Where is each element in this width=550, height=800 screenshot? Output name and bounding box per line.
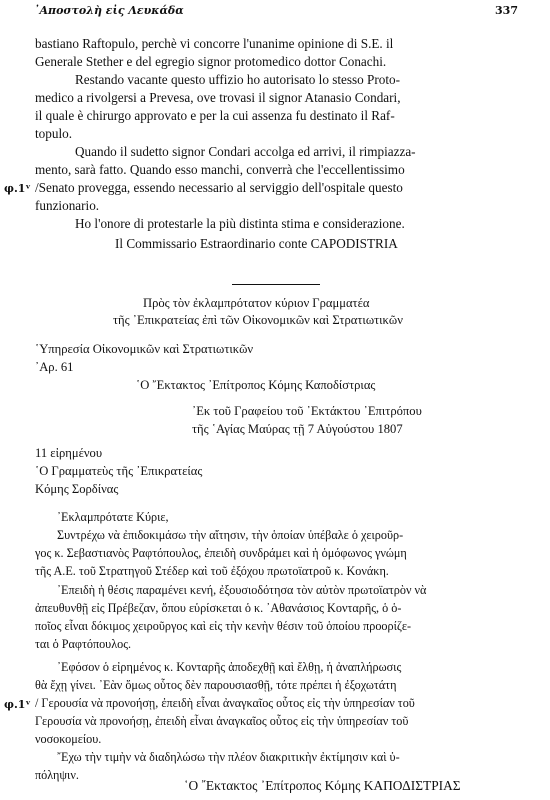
italian-line-1: bastiano Raftopulo, perchè vi concorre l'unanime opinione di S.E. il [35,36,394,51]
greek-body-line-1: ᾿Εκλαμπρότατε Κύριε, [57,510,169,524]
greek-body-line-13: νοσοκομείου. [35,732,102,746]
greek-body-line-15: πόληψιν. [35,768,79,782]
greek-address-line-1: Πρὸς τὸν ἐκλαμπρότατον κύριον Γραμματέα [143,296,370,310]
italian-line-4: medico a rivolgersi a Prevesa, ove trovasi il signor Atanasio Condari, [35,90,401,105]
margin-note-folio-1: φ.1ᵛ [4,182,31,195]
italian-line-10: funzionario. [35,198,100,213]
italian-signature: Il Commissario Estraordinario conte CAPODISTRIA [115,236,398,251]
greek-body-line-3: γος κ. Σεβαστιανὸς Ραφτόπουλος, ἐπειδὴ συνδράμει καὶ ἡ ὁμόφωνος γνώμη [35,546,407,560]
running-header-title: ᾿Αποστολὴ εἰς Λευκάδα [34,4,184,17]
italian-line-2: Generale Stether e del egregio signor protomedico dottor Conachi. [35,54,387,69]
italian-line-3: Restando vacante questo uffizio ho autorisato lo stesso Proto- [75,72,400,87]
greek-place-line-1: ᾿Εκ τοῦ Γραφείου τοῦ ᾿Εκτάκτου ᾿Επιτρόπου [192,404,422,418]
greek-body-line-7: ποῖος εἶναι δόκιμος χειροῦργος καὶ εἰς τὴν κενὴν θέσιν τοῦ ὁποίου προορίζε- [35,619,412,633]
greek-note-line-2: ῾Ο Γραμματεὺς τῆς ᾿Επικρατείας [35,464,203,478]
greek-body-line-12: Γερουσία νὰ προνοήσῃ, ἐπειδὴ εἶναι ἀναγκαῖος οὗτος εἰς τὴν ὑπηρεσίαν τοῦ [35,714,409,728]
italian-line-11: Ho l'onore di protestarle la più distinta stima e considerazione. [75,216,405,231]
italian-line-7: Quando il sudetto signor Condari accolga ed arrivi, il rimpiazza- [75,144,416,159]
section-divider [232,284,320,285]
greek-sender: ῾Ο ῎Εκτακτος ᾿Επίτροπος Κόμης Καποδίστριας [136,378,376,392]
italian-line-6: topulo. [35,126,72,141]
italian-line-8: mento, sarà fatto. Quando esso manchi, converrà che l'eccellentissimo [35,162,405,177]
greek-service: ῾Υπηρεσία Οἰκονομικῶν καὶ Στρατιωτικῶν [35,342,254,356]
greek-body-line-5: ᾿Επειδὴ ἡ θέσις παραμένει κενή, ἐξουσιοδότησα τὸν αὐτὸν πρωτοϊατρὸν νὰ [57,583,427,597]
greek-body-line-11: / Γερουσία νὰ προνοήσῃ, ἐπειδὴ εἶναι ἀναγκαῖος οὗτος εἰς τὴν ὑπηρεσίαν τοῦ [35,696,415,710]
greek-signature: ῾Ο ῎Εκτακτος ᾿Επίτροπος Κόμης ΚΑΠΟΔΙΣΤΡΙΑΣ [184,778,461,793]
greek-place-line-2: τῆς ῾Αγίας Μαύρας τῇ 7 Αὐγούστου 1807 [192,422,403,436]
greek-address-line-2: τῆς ᾿Επικρατείας ἐπὶ τῶν Οἰκονομικῶν καὶ Στρατιωτικῶν [113,313,403,327]
italian-line-5: il quale è chirurgo approvato e per la cui assenza fu destinato il Raf- [35,108,395,123]
greek-body-line-8: ται ὁ Ραφτόπουλος. [35,637,132,651]
greek-body-line-4: τῆς Α.Ε. τοῦ Στρατηγοῦ Στέδερ καὶ τοῦ ἐξόχου πρωτοϊατροῦ κ. Κονάκη. [35,564,389,578]
italian-line-9: /Senato provegga, essendo necessario al serviggio dell'ospitale questo [35,180,403,195]
greek-body-line-9: ᾿Εφόσον ὁ εἰρημένος κ. Κονταρῆς ἀποδεχθῇ καὶ ἔλθῃ, ἡ ἀναπλήρωσις [57,660,402,674]
greek-body-line-10: θὰ ἔχῃ γίνει. ᾿Εὰν ὅμως οὗτος δὲν παρουσιασθῇ, τότε πρέπει ἡ ἐξοχωτάτη [35,678,397,692]
greek-body-line-2: Συντρέχω νὰ ἐπιδοκιμάσω τὴν αἴτησιν, τὴν ὁποίαν ὑπέβαλε ὁ χειροῦρ- [57,528,404,542]
greek-body-line-6: ἀπευθυνθῇ εἰς Πρέβεζαν, ὅπου εὑρίσκεται ὁ κ. ᾿Αθανάσιος Κονταρῆς, ὁ ὁ- [35,601,402,615]
greek-note-line-3: Κόμης Σορδίνας [35,482,119,496]
page-number: 337 [495,4,518,17]
greek-body-line-14: ῎Εχω τὴν τιμὴν νὰ διαδηλώσω τὴν πλέον διακριτικὴν ἐκτίμησιν καὶ ὑ- [57,750,400,764]
greek-note-line-1: 11 εἰρημένου [35,446,103,460]
margin-note-folio-2: φ.1ᵛ [4,698,31,711]
greek-number: ᾿Αρ. 61 [35,360,74,374]
